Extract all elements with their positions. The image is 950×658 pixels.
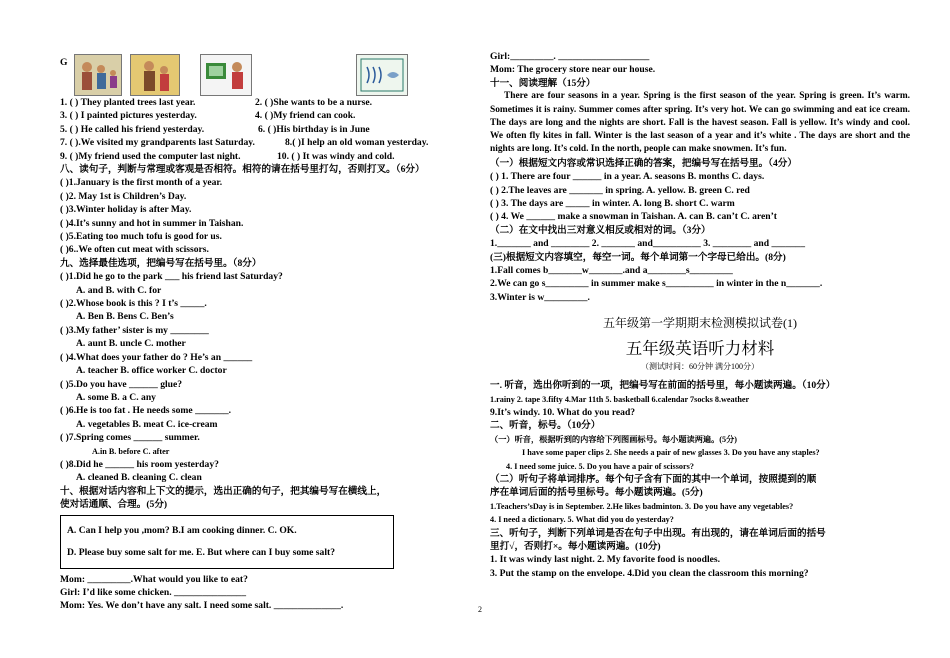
choice-options: A.in B. before C. after [92,446,170,456]
choice-question: ( )2.Whose book is this ? I t’s _____. [60,298,207,310]
choice-question: ( )8.Did he ______ his room yesterday? [60,458,219,470]
section-9-title: 九、选择最佳选项，把编号写在括号里。（8分） [60,257,262,269]
listening-script: 4. I need a dictionary. 5. What did you do yesterday? [490,515,674,525]
page-number: 2 [478,605,482,614]
section-10-title-cont: 使对话通顺、合理。(5分) [60,499,168,511]
family-picture [74,54,122,96]
right-column [490,50,910,580]
listening-script: 1.Teachers’sDay is in September. 2.He likes badminton. 3. Do you have any vegetables? [490,501,794,511]
listening-section-2-title: 二、听音，标号。（10分） [490,420,601,432]
listening-items: 1.rainy 2. tape 3.fifty 4.Mar 11th 5. basketball 6.calendar 7socks 8.weather [490,394,750,404]
woman-helping-picture [130,54,180,96]
part-3-title: (三)根据短文内容填空，每空一词。每个单词第一个字母已给出。(8分) [490,251,786,263]
reading-question: ( ) 4. We ______ make a snowman in Taishan. A. can B. can’t C. aren’t [490,211,777,223]
listening-items: 9.It’s windy. 10. What do you read? [490,406,636,418]
listening-script: 1. It was windy last night. 2. My favorite food is noodles. [490,554,720,566]
match-item: 9. ( )My friend used the computer last night. [60,150,241,162]
listening-script: I have some paper clips 2. She needs a pair of new glasses 3. Do you have any staples? [522,448,820,458]
listening-title: 五年级英语听力材料 [625,339,775,359]
listening-section-3-title: 三、听句子，判断下列单词是否在句子中出现。有出现的，请在单词后面的括号 [490,527,826,539]
choice-options: A. cleaned B. cleaning C. clean [76,472,202,484]
listening-section-3-title-cont: 里打√，否则打×。每小题读两遍。(10分) [490,541,661,553]
choice-question: ( )3.My father’ sister is my ________ [60,324,209,336]
paper-title: 五年级第一学期期末检测模拟试卷(1) [603,316,797,331]
choice-options: A. and B. with C. for [76,284,162,296]
computer-illustration-icon [201,55,251,95]
match-item: 6. ( )His birthday is in June [258,123,370,135]
choice-question: ( )6.He is too fat . He needs some _______. [60,405,232,417]
judge-item: ( )2. May 1st is Children’s Day. [60,190,187,202]
choice-options: A. Ben B. Bens C. Ben’s [76,311,174,323]
woman-illustration-icon [131,55,179,95]
section-11-title: 十一、阅读理解（15分） [490,77,596,89]
judge-item: ( )1.January is the first month of a year. [60,177,223,189]
match-item: 1. ( ) They planted trees last year. [60,97,196,108]
section-10-title: 十、根据对话内容和上下文的提示，选出正确的句子，把其编号写在横线上， [60,485,387,497]
reading-passage [490,90,910,156]
match-item: 7. ( ).We visited my grandparents last Saturday. [60,137,255,149]
listening-part-b-title-cont: 序在单词后面的括号里标号。每小题读两遍。(5分) [490,487,703,499]
judge-item: ( )3.Winter holiday is after May. [60,204,192,216]
choice-question: ( )5.Do you have ______ glue? [60,378,183,390]
match-item: 4. ( )My friend can cook. [255,110,356,122]
picture-row [60,50,460,96]
section-8-title: 八、读句子，判断与常理或客观是否相符。相符的请在括号里打勾，否则打叉。（6分） [60,164,425,175]
listening-part-a-title: （一）听音，根据听到的内容给下列图画标号。每小题读两遍。(5分) [490,434,737,444]
match-item: 10. ( ) It was windy and cold. [277,150,395,162]
option-line: D. Please buy some salt for me. E. But where can I buy some salt? [67,546,335,558]
test-info: （测试时间：60分钟 满分100分） [641,362,759,372]
dialog-line: Mom: The grocery store near our house. [490,64,656,76]
fill-blank-line: 3.Winter is w_________. [490,291,590,303]
windy-weather-icon [357,55,407,95]
choice-options: A. some B. a C. any [76,391,156,403]
opposite-words-line: 1._______ and ________ 2. _______ and__________ 3. ________ and _______ [490,238,806,250]
choice-question: ( )1.Did he go to the park ___ his friend last Saturday? [60,271,283,283]
judge-item: ( )5.Eating too much tofu is good for us. [60,231,222,243]
match-item: 3. ( ) I painted pictures yesterday. [60,110,197,122]
listening-script: 4. I need some juice. 5. Do you have a pair of scissors? [506,461,694,471]
choice-question: ( )4.What does your father do ? He’s an ______ [60,351,253,363]
reading-question: ( ) 1. There are four ______ in a year. A. seasons B. months C. days. [490,171,765,183]
match-item: 5. ( ) He called his friend yesterday. [60,123,205,135]
choice-options: A. vegetables B. meat C. ice-cream [76,418,218,430]
choice-question: ( )7.Spring comes ______ summer. [60,432,200,444]
left-column [60,50,460,613]
dialog-line: Girl: I’d like some chicken. _______________ [60,586,247,598]
options-box [60,515,394,569]
picture-matching-list [60,96,460,163]
family-illustration-icon [75,55,121,95]
match-item: 8.( )I help an old woman yesterday. [285,137,429,149]
choice-options: A. teacher B. office worker C. doctor [76,365,227,377]
match-item: 2. ( )She wants to be a nurse. [255,97,372,108]
judge-item: ( )4.It’s sunny and hot in summer in Taishan. [60,217,244,229]
fill-blank-line: 2.We can go s_________ in summer make s__________ in winter in the n_______. [490,278,823,290]
judge-item: ( )6..We often cut meat with scissors. [60,244,209,256]
option-line: A. Can I help you ,mom? B.I am cooking dinner. C. OK. [67,524,297,536]
picture-label: G [60,57,68,68]
reading-question: ( ) 3. The days are _____ in winter. A. long B. short C. warm [490,197,735,209]
wind-picture [356,54,408,96]
computer-picture [200,54,252,96]
dialog-line: Mom: _________.What would you like to eat? [60,573,248,585]
listening-section-1-title: 一. 听音，选出你听到的一项，把编号写在前面的括号里，每小题读两遍。（10分） [490,380,836,392]
fill-blank-line: 1.Fall comes b_______w_______.and a________s_________ [490,264,733,276]
listening-script: 3. Put the stamp on the envelope. 4.Did you clean the classroom this morning? [490,567,809,579]
dialog-line: Girl:_________. ___________________ [490,51,650,62]
part-1-title: （一）根据短文内容或常识选择正确的答案，把编号写在括号里。（4分） [490,157,797,169]
part-2-title: （二）在文中找出三对意义相反或相对的词。（3分） [490,224,711,236]
reading-question: ( ) 2.The leaves are _______ in spring. A. yellow. B. green C. red [490,184,750,196]
listening-part-b-title: （二）听句子将单词排序。每个句子含有下面的其中一个单词，按照提到的顺 [490,474,817,486]
dialog-line: Mom: Yes. We don’t have any salt. I need some salt. ______________. [60,600,344,612]
choice-options: A. aunt B. uncle C. mother [76,338,186,350]
passage-text: There are four seasons in a year. Spring is the first season of the year. Spring is green. It’s warm. Sometimes it is rainy. Summer comes after spring. It’s very hot. We can go swimming and eat ice cream. The days are long and the nights are short. Fall is the havest season. Fall is yellow. It’s windy and cool. We often fly kites in fall. Winter is the last season of a year and it’s white . The days are short and the nights are long. It’s cold. In the north, people can make snowmen. It’s fun. [490,91,910,155]
